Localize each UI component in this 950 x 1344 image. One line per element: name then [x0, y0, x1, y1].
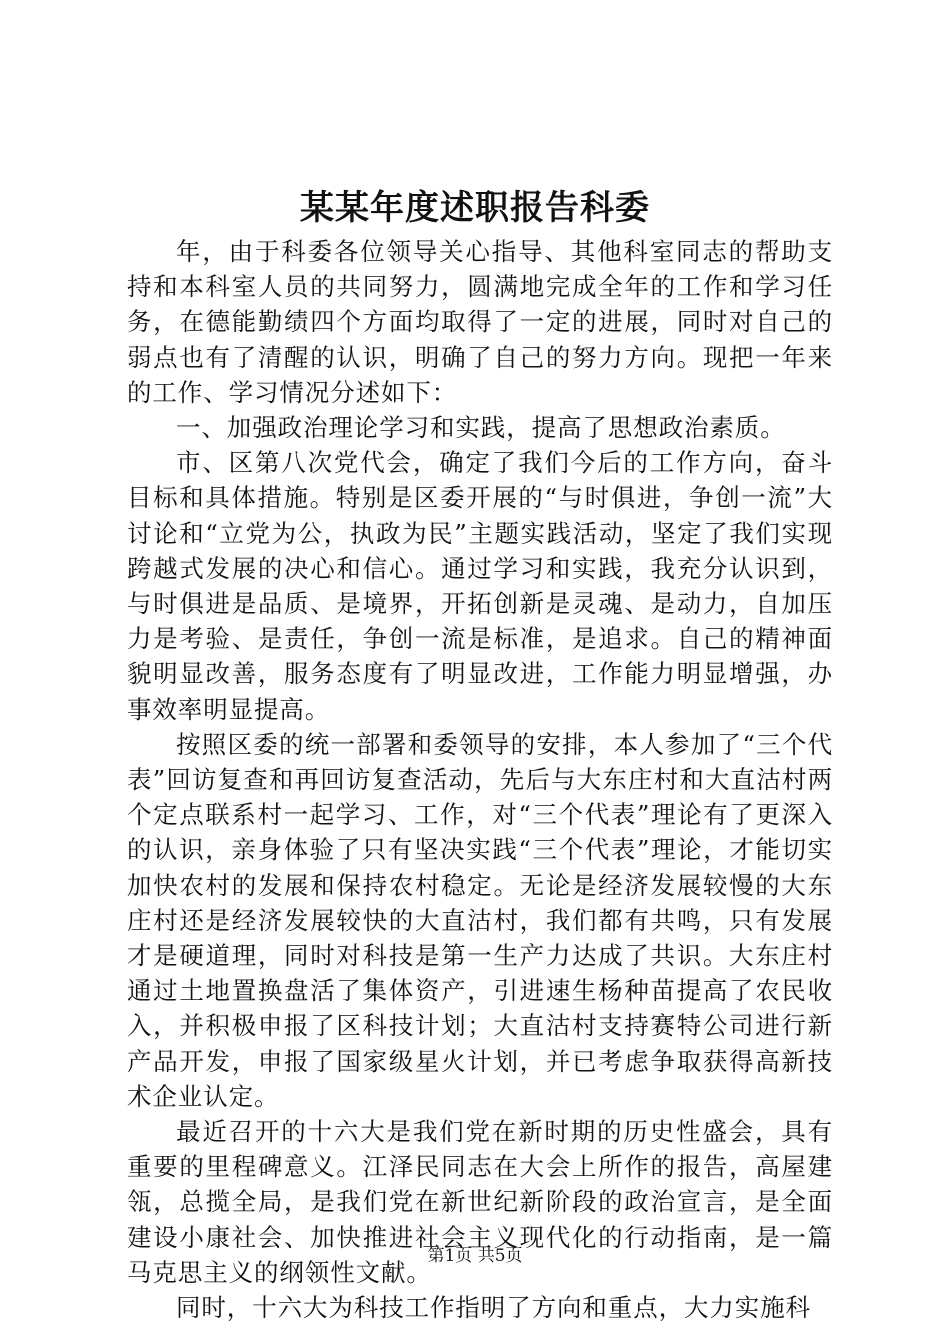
page-number-footer: 第1页 共5页 [427, 1246, 523, 1266]
paragraph-three-represents: 按照区委的统一部署和委领导的安排，本人参加了“三个代表”回访复查和再回访复查活动，先后与大东庄村和大直沽村两个定点联系村一起学习、工作，对“三个代表”理论有了更深入的认识，亲身体验了只有坚决实践“三个代表”理论，才能切实加快农村的发展和保持农村稳定。无论是经济发展较慢的大东庄村还是经济发展较快的大直沽村，我们都有共鸣，只有发展才是硬道理，同时对科技是第一生产力达成了共识。大东庄村通过土地置换盘活了集体资产，引进速生杨种苗提高了农民收入，并积极申报了区科技计划；大直沽村支持赛特公司进行新产品开发，申报了国家级星火计划，并已考虑争取获得高新技术企业认定。 [127, 729, 833, 1111]
paragraph-intro: 年，由于科委各位领导关心指导、其他科室同志的帮助支持和本科室人员的共同努力，圆满地完成全年的工作和学习任务，在德能勤绩四个方面均取得了一定的进展，同时对自己的弱点也有了清醒的认识，明确了自己的努力方向。现把一年来的工作、学习情况分述如下： [127, 237, 833, 407]
paragraph-sixteenth-congress: 最近召开的十六大是我们党在新时期的历史性盛会，具有重要的里程碑意义。江泽民同志在大会上所作的报告，高屋建瓴，总揽全局，是我们党在新世纪新阶段的政治宣言，是全面建设小康社会、加快推进社会主义现代化的行动指南，是一篇马克思主义的纲领性文献。 [127, 1117, 833, 1287]
document-title: 某某年度述职报告科委 [300, 188, 650, 228]
paragraph-science-direction: 同时，十六大为科技工作指明了方向和重点，大力实施科 [176, 1293, 811, 1323]
document-body [127, 234, 833, 1325]
paragraph-party-congress: 市、区第八次党代会，确定了我们今后的工作方向，奋斗目标和具体措施。特别是区委开展的“与时俱进，争创一流”大讨论和“立党为公，执政为民”主题实践活动，坚定了我们实现跨越式发展的决心和信心。通过学习和实践，我充分认识到，与时俱进是品质、是境界，开拓创新是灵魂、是动力，自加压力是考验、是责任，争创一流是标准，是追求。自己的精神面貌明显改善，服务态度有了明显改进，工作能力明显增强，办事效率明显提高。 [127, 448, 833, 724]
paragraph-section-heading: 一、加强政治理论学习和实践，提高了思想政治素质。 [176, 413, 786, 443]
